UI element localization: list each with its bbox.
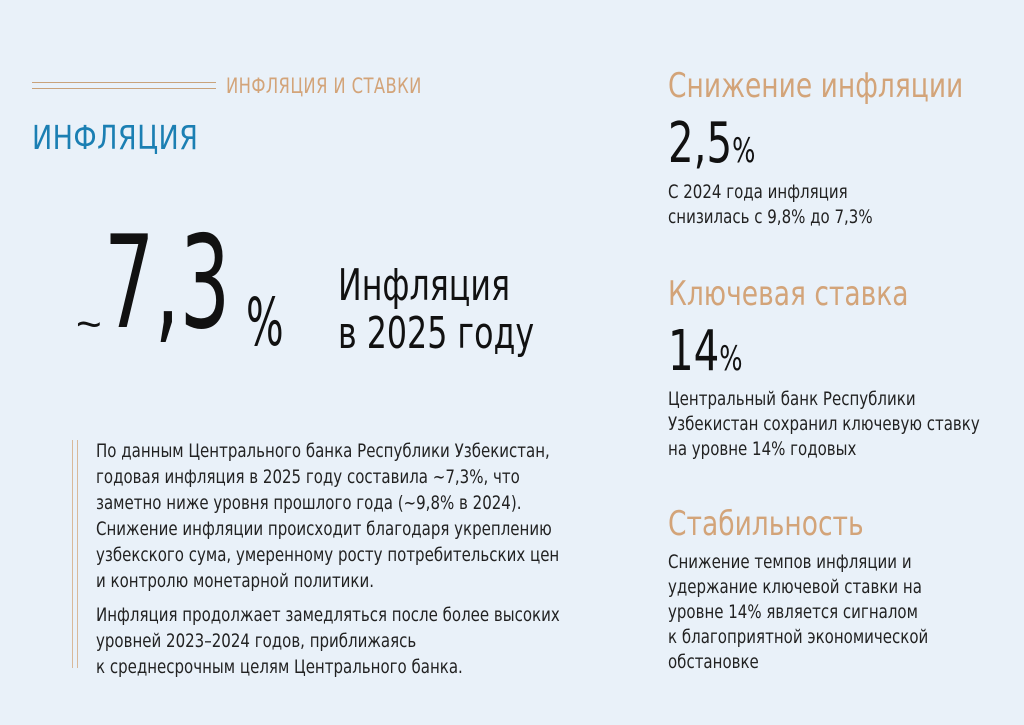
body-p1-line: По данным Центрального банка Республики Узбекистан, xyxy=(96,440,550,462)
body-side-rules xyxy=(72,440,82,668)
decline-value xyxy=(668,111,756,176)
body-text xyxy=(96,438,560,688)
body-p1-line: Снижение инфляции происходит благодаря укреплению xyxy=(96,518,552,540)
main-stat-caption xyxy=(338,262,534,358)
key-rate-desc-line: на уровне 14% годовых xyxy=(668,438,857,460)
key-rate-description xyxy=(668,387,992,462)
main-stat-tilde: ~ xyxy=(76,300,102,349)
decline-value-number: 2,5 xyxy=(668,111,733,176)
main-stat-value: 7,3 xyxy=(104,209,231,358)
stability-desc-line: обстановке xyxy=(668,651,759,673)
body-p2-line: к среднесрочным целям Центрального банка. xyxy=(96,656,463,678)
body-paragraph-2 xyxy=(96,602,570,680)
key-rate-desc-line: Центральный банк Республики xyxy=(668,388,916,410)
main-stat-caption-line1: Инфляция xyxy=(338,260,511,311)
header-double-rule xyxy=(32,82,216,90)
decline-description xyxy=(668,180,992,230)
key-rate-value-number: 14 xyxy=(668,319,720,384)
stability-desc-line: к благоприятной экономической xyxy=(668,626,929,648)
stability-description xyxy=(668,550,992,675)
body-p2-line: уровней 2023–2024 годов, приближаясь xyxy=(96,630,417,652)
page-title: ИНФЛЯЦИЯ xyxy=(32,118,199,157)
body-paragraph-1 xyxy=(96,438,570,594)
decline-desc-line: снизилась с 9,8% до 7,3% xyxy=(668,206,873,228)
main-stat-unit: % xyxy=(246,284,284,361)
key-rate-value xyxy=(668,319,743,384)
stability-desc-line: удержание ключевой ставки на xyxy=(668,576,922,598)
stability-heading: Стабильность xyxy=(668,504,864,544)
body-p2-line: Инфляция продолжает замедляться после более высоких xyxy=(96,604,560,626)
key-rate-desc-line: Узбекистан сохранил ключевую ставку xyxy=(668,413,980,435)
stability-desc-line: уровне 14% является сигналом xyxy=(668,601,918,623)
stability-desc-line: Снижение темпов инфляции и xyxy=(668,551,912,573)
key-rate-heading: Ключевая ставка xyxy=(668,274,909,314)
decline-heading: Снижение инфляции xyxy=(668,66,964,106)
body-p1-line: узбекского сума, умеренному росту потребительских цен xyxy=(96,544,560,566)
decline-value-unit: % xyxy=(732,131,756,171)
body-p1-line: и контролю монетарной политики. xyxy=(96,570,375,592)
decline-desc-line: С 2024 года инфляция xyxy=(668,181,848,203)
section-label: ИНФЛЯЦИЯ И СТАВКИ xyxy=(226,74,422,98)
body-p1-line: заметно ниже уровня прошлого года (~9,8% в 2024). xyxy=(96,492,522,514)
key-rate-value-unit: % xyxy=(719,339,743,379)
main-stat-caption-line2: в 2025 году xyxy=(338,308,535,359)
body-p1-line: годовая инфляция в 2025 году составила ~7,3%, что xyxy=(96,466,520,488)
